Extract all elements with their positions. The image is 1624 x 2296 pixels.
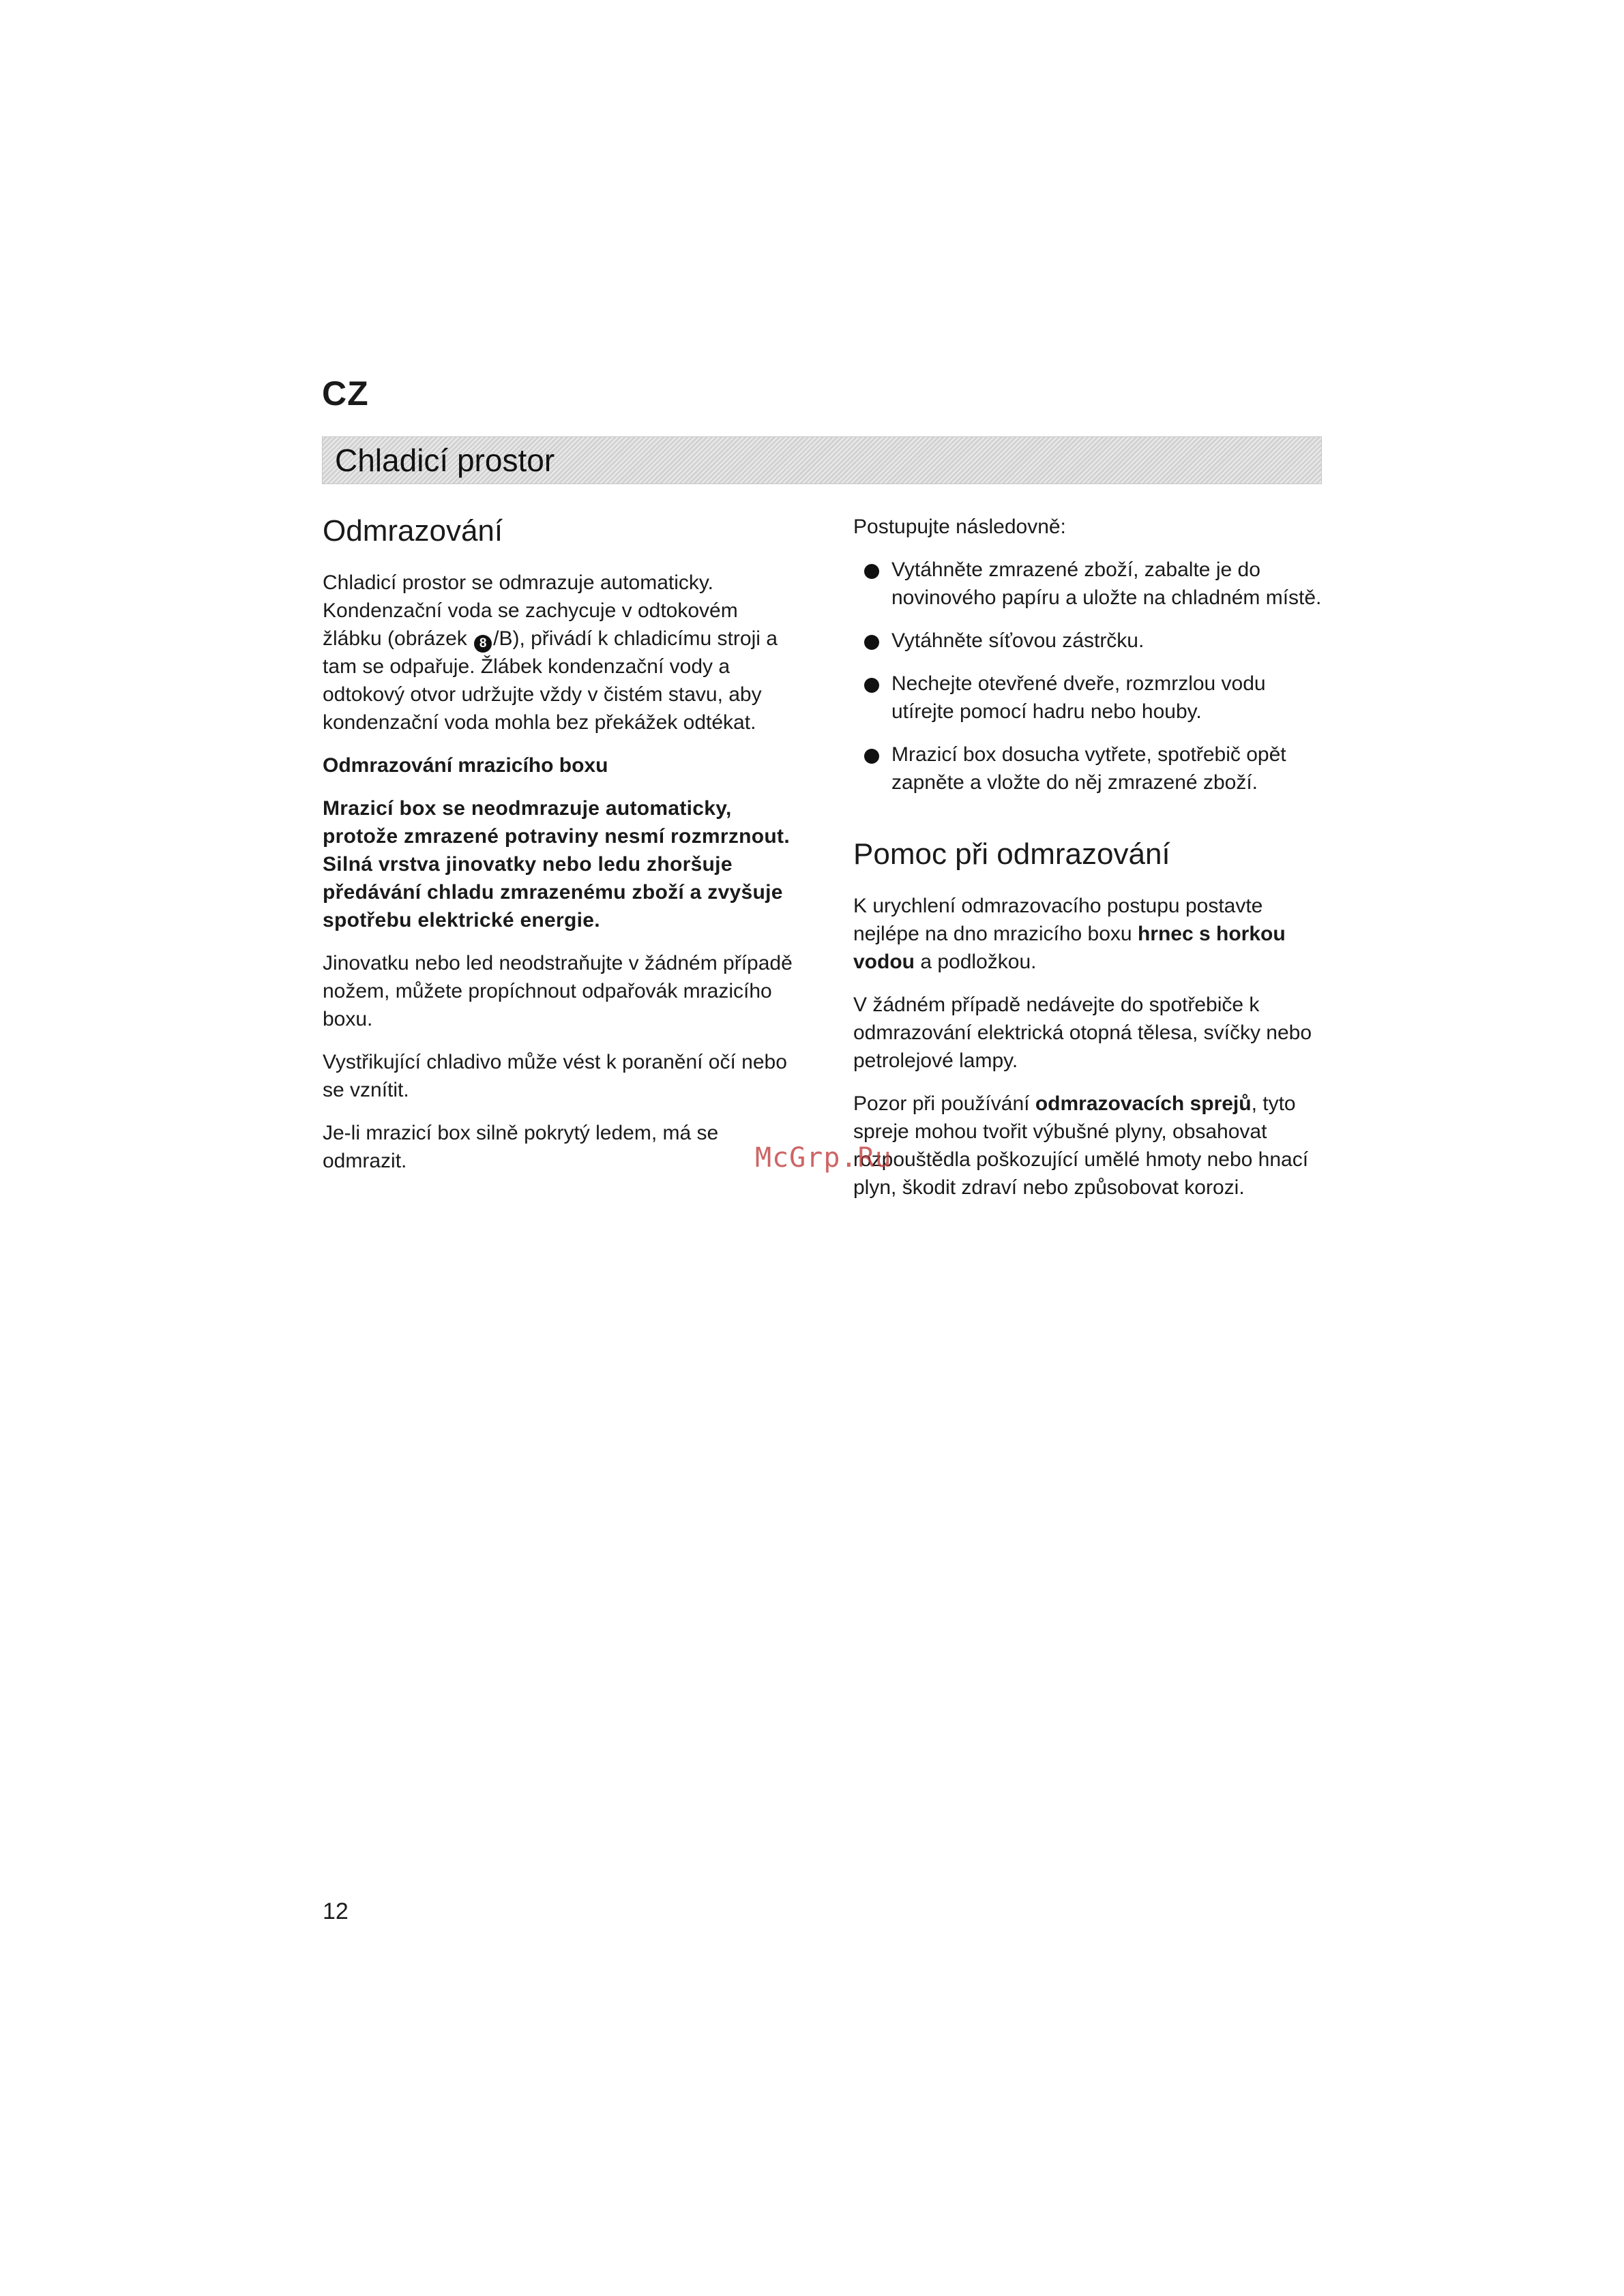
figure-number-badge: 8 xyxy=(474,635,492,653)
list-item xyxy=(853,627,1324,655)
hot-water-bold: hrnec s horkou vodou xyxy=(853,923,1286,973)
list-item xyxy=(853,741,1324,796)
bullet-icon xyxy=(864,749,879,764)
procedure-intro: Postupujte následovně: xyxy=(853,516,1066,538)
defrost-text-start: Chladicí prostor se odmrazuje automaticky. Kondenzační voda se zachycuje v odtokovém žlábku (obrázek xyxy=(323,571,738,650)
list-item xyxy=(853,670,1324,726)
heater-warning: V žádném případě nedávejte do spotřebiče k odmrazování elektrická otopná tělesa, svíčky nebo petrolejové lampy. xyxy=(853,994,1312,1072)
step-text: Mrazicí box dosucha vytřete, spotřebič opět zapněte a vložte do něj zmrazené zboží. xyxy=(891,743,1286,794)
freezer-warning: Mrazicí box se neodmrazuje automaticky, protože zmrazené potraviny nesmí rozmrznout. Silná vrstva jinovatky nebo ledu zhoršuje předávání chladu zmrazenému zboží a zvyšuje spotřebu elektrické energie. xyxy=(323,797,790,931)
refrigerant-warning: Vystřikující chladivo může vést k poranění očí nebo se vznítit. xyxy=(323,1051,787,1101)
right-column xyxy=(853,513,1324,1217)
step-text: Vytáhněte síťovou zástrčku. xyxy=(891,629,1145,652)
spray-warning xyxy=(853,1090,1324,1202)
hot-water-text-start: K urychlení odmrazovacího postupu postavte nejlépe na dno mrazicího boxu xyxy=(853,895,1263,945)
hot-water-text-end: a podložkou. xyxy=(915,951,1037,973)
defrost-help-heading: Pomoc při odmrazování xyxy=(853,837,1170,871)
section-banner xyxy=(322,436,1322,484)
left-column xyxy=(323,513,800,1190)
spray-bold: odmrazovacích sprejů xyxy=(1035,1092,1252,1115)
step-text: Nechejte otevřené dveře, rozmrzlou vodu utírejte pomocí hadru nebo houby. xyxy=(891,672,1266,723)
bullet-icon xyxy=(864,564,879,579)
defrosting-heading: Odmrazování xyxy=(323,514,503,548)
freezer-subheading: Odmrazování mrazicího boxu xyxy=(323,754,608,777)
defrost-paragraph xyxy=(323,569,800,736)
step-text: Vytáhněte zmrazené zboží, zabalte je do novinového papíru a uložte na chladném místě. xyxy=(891,558,1322,609)
list-item xyxy=(853,556,1324,612)
hot-water-paragraph xyxy=(853,892,1324,976)
procedure-steps xyxy=(853,556,1324,796)
watermark: McGrp.Ru xyxy=(755,1142,892,1174)
bullet-icon xyxy=(864,635,879,650)
ice-note: Je-li mrazicí box silně pokrytý ledem, má se odmrazit. xyxy=(323,1122,719,1172)
spray-text-end: , tyto spreje mohou tvořit výbušné plyny, obsahovat rozpouštědla poškozující umělé hmoty nebo hnací plyn, škodit zdraví nebo způsobovat korozi. xyxy=(853,1092,1309,1199)
knife-warning: Jinovatku nebo led neodstraňujte v žádném případě nožem, můžete propíchnout odpařovák mrazicího boxu. xyxy=(323,952,793,1030)
bullet-icon xyxy=(864,678,879,693)
language-code: CZ xyxy=(322,374,369,413)
defrost-text-end: /B), přivádí k chladicímu stroji a tam se odpařuje. Žlábek kondenzační vody a odtokový otvor udržujte vždy v čistém stavu, aby kondenzační voda mohla bez překážek odtékat. xyxy=(323,627,778,734)
page-number: 12 xyxy=(323,1898,349,1924)
section-title: Chladicí prostor xyxy=(335,443,555,478)
spray-text-start: Pozor při používání xyxy=(853,1092,1035,1115)
